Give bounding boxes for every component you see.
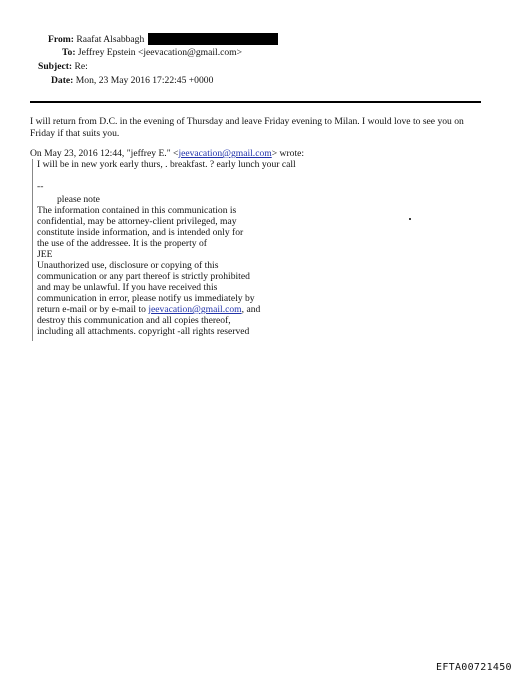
date-label: Date:: [51, 75, 74, 86]
to-row: [62, 47, 242, 59]
disclaimer-line: confidential, may be attorney-client privileged, may: [37, 216, 237, 227]
disclaimer-line: the use of the addressee. It is the property of: [37, 238, 207, 249]
subject-row: [38, 61, 88, 73]
disclaimer-line: including all attachments. copyright -all rights reserved: [37, 326, 250, 337]
disclaimer-line: JEE: [37, 249, 53, 260]
disclaimer-line: The information contained in this communication is: [37, 205, 237, 216]
quoted-message: I will be in new york early thurs, . breakfast. ? early lunch your call: [37, 159, 296, 170]
to-value: Jeffrey Epstein <jeevacation@gmail.com>: [77, 47, 243, 58]
quote-bar: [32, 159, 33, 341]
disclaimer-line: destroy this communication and all copies thereof,: [37, 315, 231, 326]
date-row: [51, 75, 213, 87]
disclaimer: [37, 205, 260, 337]
attribution-prefix: On May 23, 2016 12:44, "jeffrey E." <: [30, 148, 179, 159]
stray-mark: [409, 218, 411, 220]
email-link[interactable]: jeevacation@gmail.com: [148, 304, 242, 315]
disclaimer-line: and may be unlawful. If you have received this: [37, 282, 218, 293]
reply-line: Friday if that suits you.: [30, 127, 120, 139]
disclaimer-line: communication or any part thereof is strictly prohibited: [37, 271, 250, 282]
from-row: [48, 34, 144, 46]
subject-value: Re:: [74, 61, 88, 72]
return-suffix: , and: [241, 304, 261, 315]
header-divider: [30, 101, 481, 103]
disclaimer-line: Unauthorized use, disclosure or copying of this: [37, 260, 219, 271]
quote-attribution: [30, 148, 490, 160]
disclaimer-line: [37, 304, 260, 315]
disclaimer-line: constitute inside information, and is intended only for: [37, 227, 244, 238]
date-value: Mon, 23 May 2016 17:22:45 +0000: [75, 75, 214, 86]
from-value: Raafat Alsabbagh: [76, 34, 145, 45]
document-id: EFTA00721450: [436, 662, 512, 673]
return-prefix: return e-mail or by e-mail to: [37, 304, 149, 315]
disclaimer-line: communication in error, please notify us immediately by: [37, 293, 255, 304]
to-label: To:: [62, 47, 76, 58]
signature-separator: --: [37, 181, 44, 192]
redaction-block: [148, 33, 278, 45]
reply-body: [30, 116, 490, 139]
reply-line: I will return from D.C. in the evening of Thursday and leave Friday evening to Milan. I would love to see you on: [30, 116, 464, 127]
attribution-suffix: > wrote:: [271, 148, 305, 159]
email-link[interactable]: jeevacation@gmail.com: [178, 148, 272, 159]
subject-label: Subject:: [38, 61, 73, 72]
from-label: From:: [48, 34, 74, 45]
please-note: please note: [57, 194, 100, 205]
